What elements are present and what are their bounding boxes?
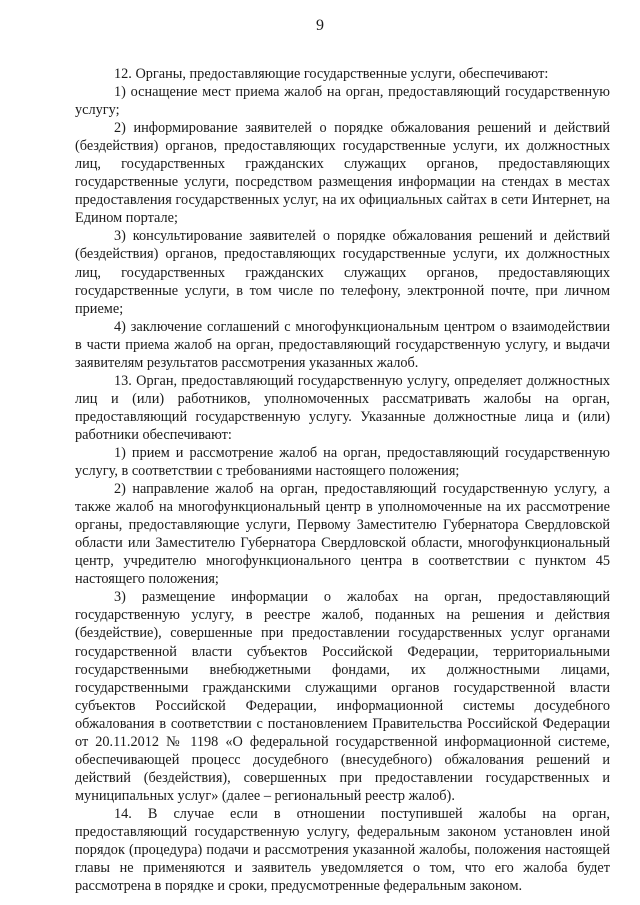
paragraph-12-item-1: 1) оснащение мест приема жалоб на орган, предоставляющий государственную услугу; bbox=[75, 84, 610, 119]
page-number: 9 bbox=[316, 17, 324, 34]
paragraph-13-item-3: 3) размещение информации о жалобах на орган, предоставляющий государственную услугу, в реестре жалоб, поданных на решения и действия (бездействие), совершенные при предоставлении государственных услуг органами государственной власти субъектов Российской Федерации, территориальными государственными внебюджетными фондами, их должностными лицами, государственными гражданскими служащими органов государственной власти субъектов Российской Федерации, информационной системы досудебного обжалования в соответствии с постановлением Правительства Российской Федерации от 20.11.2012 № 1198 «О федеральной государственной информационной системе, обеспечивающей процесс досудебного (внесудебного) обжалования решений и действий (бездействия), совершенных при предоставлении государственных и муниципальных услуг» (далее – региональный реестр жалоб). bbox=[75, 589, 610, 804]
paragraph-12-item-4: 4) заключение соглашений с многофункциональным центром о взаимодействии в части приема жалоб на орган, предоставляющий государственную услугу, и выдачи заявителям результатов рассмотрения указанных жалоб. bbox=[75, 318, 610, 371]
paragraph-12-item-2: 2) информирование заявителей о порядке обжалования решений и действий (бездействия) органов, предоставляющих государственные услуги, их должностных лиц, государственных гражданских служащих органов, предоставляющих государственные услуги, посредством размещения информации на стендах в местах предоставления государственных услуг, на их официальных сайтах в сети Интернет, на Едином портале; bbox=[75, 120, 610, 227]
paragraph-13: 13. Орган, предоставляющий государственную услугу, определяет должностных лиц и (или) работников, уполномоченных рассматривать жалобы на орган, предоставляющий государственную услугу. Указанные должностные лица и (или) работники обеспечивают: bbox=[75, 372, 610, 443]
paragraph-13-item-2: 2) направление жалоб на орган, предоставляющий государственную услугу, а также жалоб на многофункциональный центр в уполномоченные на их рассмотрение органы, предоставляющие услуги, Первому Заместителю Губернатора Свердловской области или Заместителю Губернатора Свердловской области, многофункциональный центр, учредителю многофункционального центра в соответствии с пунктом 45 настоящего положения; bbox=[75, 481, 610, 588]
paragraph-13-item-1: 1) прием и рассмотрение жалоб на орган, предоставляющий государственную услугу, в соответствии с требованиями настоящего положения; bbox=[75, 444, 610, 480]
paragraph-12-item-3: 3) консультирование заявителей о порядке обжалования решений и действий (бездействия) органов, предоставляющих государственные услуги, их должностных лиц, государственных гражданских служащих органов, предоставляющих государственные услуги, в том числе по телефону, электронной почте, при личном приеме; bbox=[75, 228, 610, 317]
paragraph-14: 14. В случае если в отношении поступившей жалобы на орган, предоставляющий государственную услугу, федеральным законом установлен иной порядок (процедура) подачи и рассмотрения указанной жалобы, положения настоящей главы не применяются и заявитель уведомляется о том, что его жалоба будет рассмотрена в порядке и сроки, предусмотренные федеральным законом. bbox=[75, 805, 610, 895]
paragraph-12: 12. Органы, предоставляющие государственные услуги, обеспечивают: bbox=[114, 66, 549, 82]
document-body bbox=[75, 65, 610, 895]
